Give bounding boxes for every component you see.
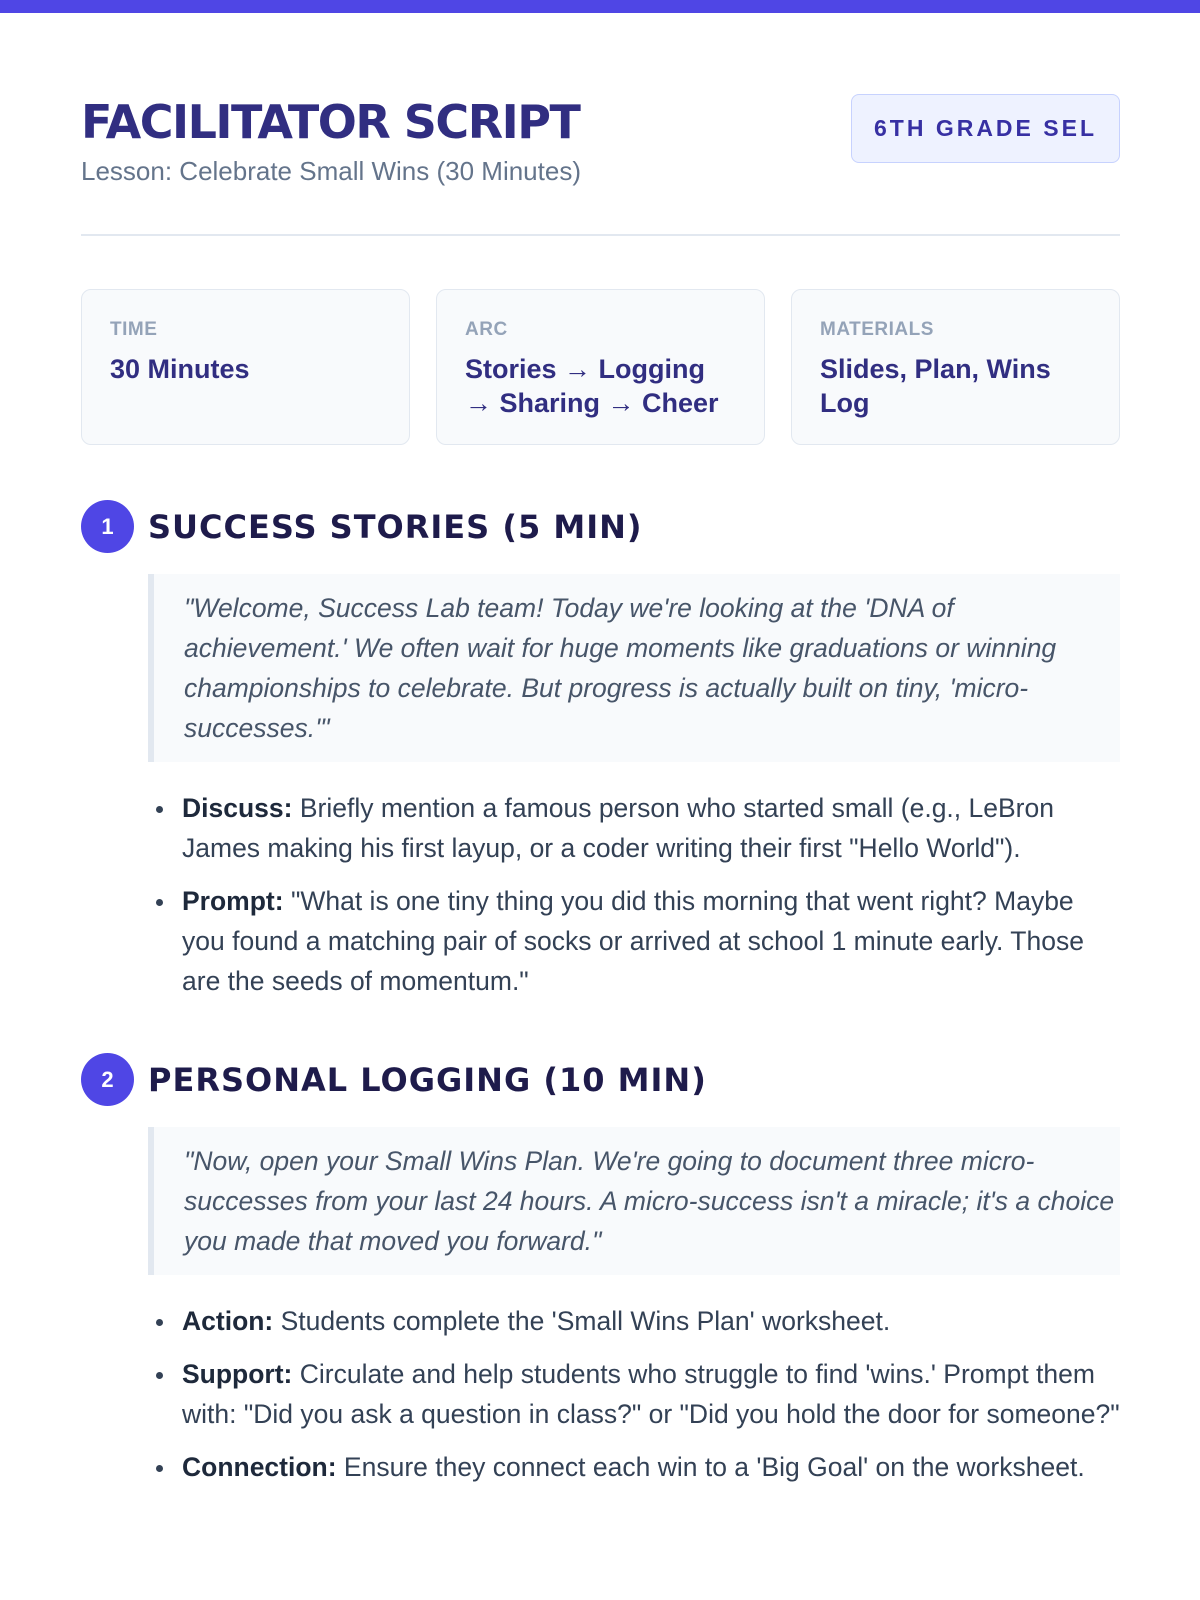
info-card-materials — [791, 289, 1120, 445]
card-value: Slides, Plan, Wins Log — [820, 354, 1051, 418]
section-header — [81, 1053, 1120, 1107]
lesson-subtitle: Lesson: Celebrate Small Wins (30 Minutes) — [81, 156, 581, 186]
header — [81, 94, 1120, 194]
script-quote: "Welcome, Success Lab team! Today we're looking at the 'DNA of achievement.' We often wait for huge moments like graduations or winning championships to celebrate. But progress is actually built on tiny, 'micro-successes.'" — [148, 574, 1120, 762]
list-item — [148, 1354, 1120, 1434]
bullet-list — [148, 788, 1120, 1001]
section-title: SUCCESS STORIES (5 MIN) — [148, 508, 643, 546]
top-accent-bar — [0, 0, 1200, 13]
section-number-badge: 1 — [81, 500, 134, 553]
info-card-arc — [436, 289, 765, 445]
header-divider — [81, 234, 1120, 236]
info-card-time — [81, 289, 410, 445]
bullet-label: Connection: — [182, 1452, 337, 1482]
script-quote: "Now, open your Small Wins Plan. We're going to document three micro-successes from your last 24 hours. A micro-success isn't a miracle; it's a choice you made that moved you forward." — [148, 1127, 1120, 1275]
bullet-label: Prompt: — [182, 886, 284, 916]
section-header — [81, 500, 1120, 554]
card-label: ARC — [465, 319, 508, 340]
bullet-text: "What is one tiny thing you did this morning that went right? Maybe you found a matching pair of socks or arrived at school 1 minute early. Those are the seeds of momentum." — [182, 886, 1084, 996]
list-item — [148, 1301, 1120, 1341]
card-value: 30 Minutes — [110, 354, 250, 384]
list-item — [148, 1447, 1120, 1487]
list-item — [148, 788, 1120, 868]
info-cards — [81, 289, 1120, 445]
grade-badge: 6TH GRADE SEL — [851, 94, 1120, 163]
bullet-list — [148, 1301, 1120, 1487]
bullet-label: Support: — [182, 1359, 293, 1389]
section-personal-logging — [81, 1053, 1120, 1500]
bullet-label: Discuss: — [182, 793, 293, 823]
bullet-label: Action: — [182, 1306, 274, 1336]
section-success-stories — [81, 500, 1120, 1014]
page-title: FACILITATOR SCRIPT — [81, 95, 580, 149]
bullet-text: Students complete the 'Small Wins Plan' worksheet. — [273, 1306, 891, 1336]
bullet-text: Circulate and help students who struggle to find 'wins.' Prompt them with: "Did you ask a question in class?" or "Did you hold the door for someone?" — [182, 1359, 1120, 1429]
list-item — [148, 881, 1120, 1001]
card-value: Stories → Logging → Sharing → Cheer — [465, 354, 719, 418]
bullet-text: Ensure they connect each win to a 'Big Goal' on the worksheet. — [336, 1452, 1085, 1482]
section-number-badge: 2 — [81, 1053, 134, 1106]
bullet-text: Briefly mention a famous person who started small (e.g., LeBron James making his first layup, or a coder writing their first "Hello World"). — [182, 793, 1054, 863]
card-label: MATERIALS — [820, 319, 934, 340]
card-label: TIME — [110, 319, 158, 340]
section-title: PERSONAL LOGGING (10 MIN) — [148, 1061, 707, 1099]
